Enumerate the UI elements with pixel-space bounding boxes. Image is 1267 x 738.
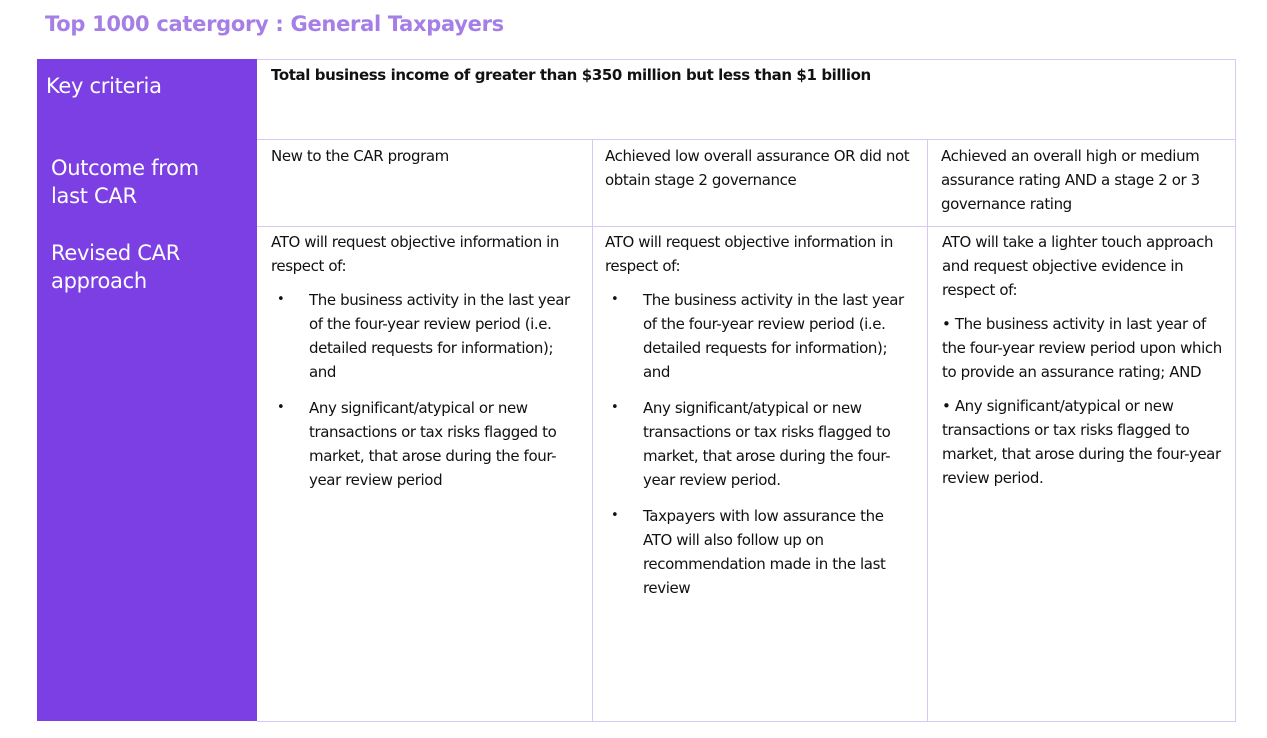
approach-label: Revised CAR approach	[51, 241, 181, 293]
key-criteria-value: Total business income of greater than $350 million but less than $1 billion	[271, 66, 871, 84]
outcome-label: Outcome from last CAR	[51, 156, 199, 208]
list-item: • Any significant/atypical or new transactions or tax risks flagged to market, that arose during the four-year review period.	[942, 397, 1221, 487]
column-divider	[592, 139, 593, 721]
outcome-cell: Achieved low overall assurance OR did not obtain stage 2 governance	[605, 147, 910, 189]
page-title: Top 1000 catergory : General Taxpayers	[45, 12, 504, 36]
outcome-cell: New to the CAR program	[271, 147, 449, 165]
list-item: • Taxpayers with low assurance the ATO will also follow up on recommendation made in the last review	[605, 504, 915, 600]
approach-cell	[942, 230, 1227, 500]
approach-cell	[271, 230, 576, 504]
column-divider	[927, 139, 928, 721]
outcome-cell: Achieved an overall high or medium assurance rating AND a stage 2 or 3 governance rating	[941, 147, 1200, 213]
row-divider	[257, 226, 1236, 227]
approach-bullet-list	[271, 288, 576, 492]
list-item: • Any significant/atypical or new transactions or tax risks flagged to market, that arose during the four-year review period	[271, 396, 576, 492]
key-criteria-label: Key criteria	[46, 74, 162, 98]
approach-bullet-list	[605, 288, 915, 600]
list-item: • The business activity in the last year of the four-year review period (i.e. detailed requests for information); and	[271, 288, 576, 384]
approach-intro: ATO will request objective information in respect of:	[271, 233, 560, 275]
row-divider	[257, 139, 1236, 140]
approach-intro: ATO will take a lighter touch approach and request objective evidence in respect of:	[942, 233, 1214, 299]
approach-intro: ATO will request objective information in respect of:	[605, 233, 894, 275]
list-item: • Any significant/atypical or new transactions or tax risks flagged to market, that arose during the four-year review period.	[605, 396, 915, 492]
list-item: • The business activity in last year of the four-year review period upon which to provide an assurance rating; AND	[942, 315, 1222, 381]
row-header-column	[37, 59, 257, 721]
approach-cell	[605, 230, 915, 612]
list-item: • The business activity in the last year of the four-year review period (i.e. detailed requests for information); and	[605, 288, 915, 384]
